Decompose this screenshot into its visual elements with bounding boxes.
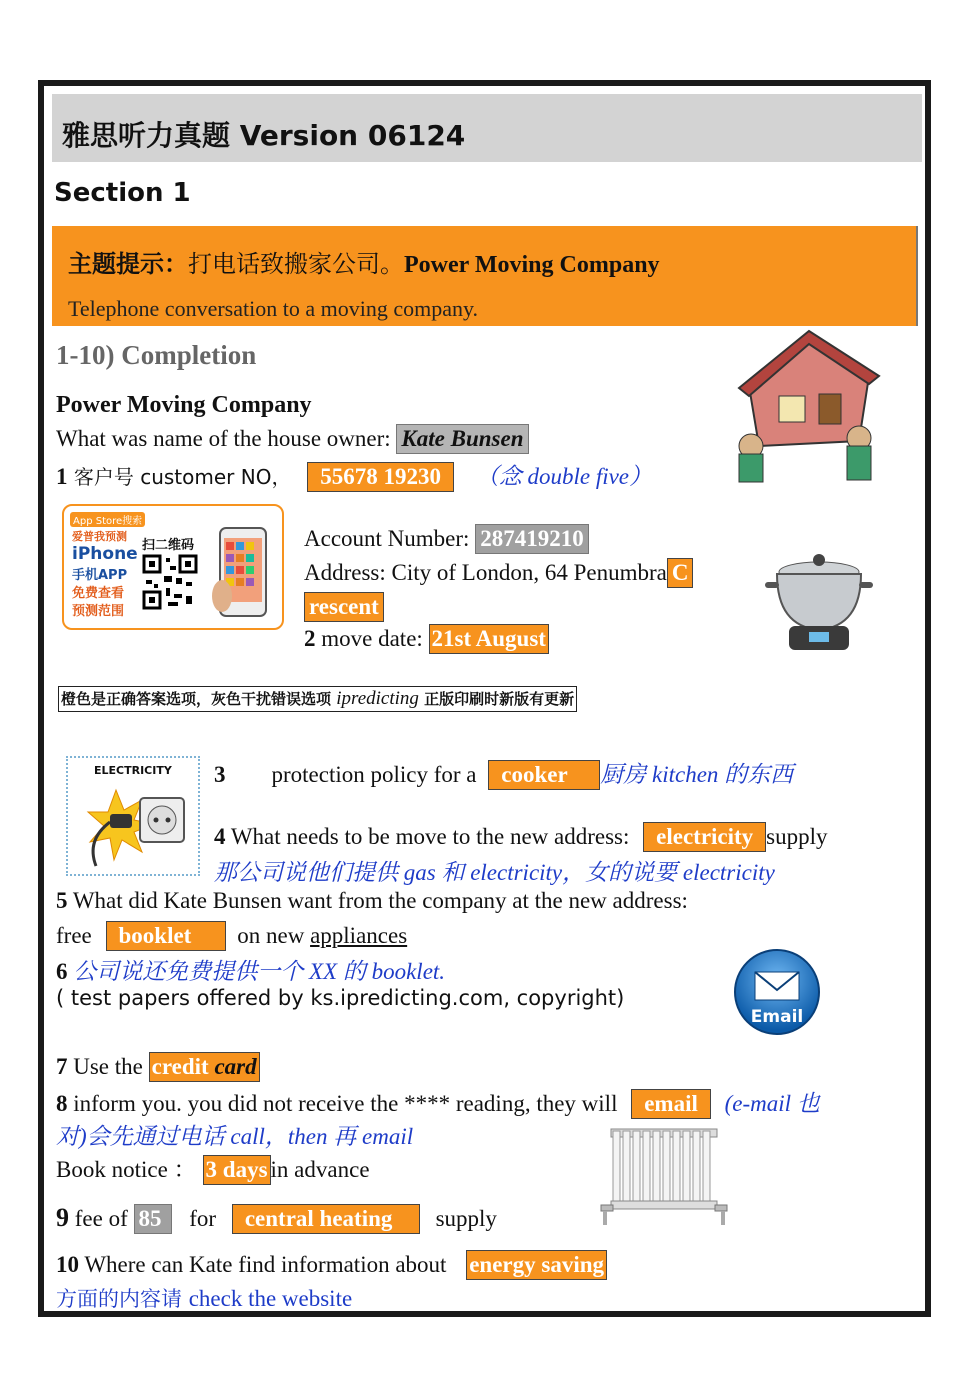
q2-label: move date: xyxy=(315,626,429,651)
topic-subtitle: Telephone conversation to a moving company. xyxy=(68,296,479,321)
q10-note-en: check the website xyxy=(188,1286,353,1311)
q7-text: Use the xyxy=(67,1054,149,1079)
topic-cn: 打电话致搬家公司。 xyxy=(188,250,404,278)
q4-row xyxy=(214,822,828,852)
q4-number: 4 xyxy=(214,824,226,849)
q2-answer: 21st August xyxy=(429,624,549,654)
q3-row xyxy=(214,756,793,790)
free-view-label: 免费查看 xyxy=(72,586,125,601)
account-label: Account Number: xyxy=(304,526,476,551)
account-value: 287419210 xyxy=(475,524,589,554)
q7-answer-part2: card xyxy=(214,1054,257,1079)
q5-free: free xyxy=(56,923,92,948)
q1-answer: 55678 19230 xyxy=(307,462,454,492)
q3-number: 3 xyxy=(214,762,226,787)
qr-code-icon xyxy=(142,554,198,610)
address-row xyxy=(304,558,693,588)
topic-banner xyxy=(52,226,918,326)
q8-note-1: (e-mail 也 xyxy=(724,1091,820,1116)
company-name: Power Moving Company xyxy=(56,392,312,418)
completion-heading: 1-10) Completion xyxy=(56,340,257,370)
email-icon xyxy=(729,946,825,1036)
q4-text: What needs to be move to the new address: xyxy=(225,824,630,849)
phone-icon xyxy=(212,526,276,622)
copyright-line: ( test papers offered by ks.ipredicting.com, copyright) xyxy=(56,986,625,1010)
q9-for: for xyxy=(189,1206,217,1231)
q5-answer-row xyxy=(56,921,407,951)
q9-number: 9 xyxy=(56,1203,69,1232)
legend-note-a: 橙色是正确答案选项，灰色干扰错误选项 xyxy=(61,690,337,708)
q7-answer xyxy=(149,1052,260,1082)
house-movers-illustration xyxy=(719,326,894,491)
q9-text: fee of xyxy=(69,1206,134,1231)
appstore-search-label: App Store搜索 xyxy=(70,512,145,527)
owner-question: What was name of the house owner: xyxy=(56,426,397,451)
radiator-illustration xyxy=(599,1121,729,1231)
q3-text: protection policy for a xyxy=(271,762,477,787)
q5-answer: booklet xyxy=(106,921,226,951)
q4-after: supply xyxy=(766,824,828,849)
q6-number: 6 xyxy=(56,959,68,984)
cooker-illustration xyxy=(759,548,879,658)
q10-note xyxy=(56,1283,352,1313)
email-icon-label: Email xyxy=(750,1007,804,1027)
q9-distractor: 85 xyxy=(134,1204,172,1234)
q7-row xyxy=(56,1052,260,1082)
q9-row xyxy=(56,1203,497,1234)
brand-label: 爱普我预测 xyxy=(72,530,127,543)
q10-answer: energy saving xyxy=(466,1250,607,1280)
q10-number: 10 xyxy=(56,1252,79,1277)
app-label: 手机APP xyxy=(72,568,128,583)
q8-number: 8 xyxy=(56,1091,68,1116)
q6-note: 公司说还免费提供一个 XX 的 booklet. xyxy=(67,959,446,984)
q8-text: inform you. you did not receive the **** reading, they will xyxy=(67,1091,618,1116)
iphone-label: iPhone xyxy=(72,544,138,564)
book-notice-after: in advance xyxy=(270,1157,370,1182)
q10-text: Where can Kate find information about xyxy=(79,1252,447,1277)
owner-row xyxy=(56,424,529,454)
legend-note-c: 正版印刷时新版有更新 xyxy=(418,690,575,708)
address-row-2 xyxy=(304,592,384,622)
q2-row xyxy=(304,624,549,654)
q2-number: 2 xyxy=(304,626,316,651)
app-promo-card[interactable] xyxy=(62,504,284,630)
book-notice-answer: 3 days xyxy=(203,1155,271,1185)
electricity-illustration xyxy=(66,756,200,876)
q9-after: supply xyxy=(435,1206,497,1231)
q5-row xyxy=(56,888,688,914)
book-notice-text: Book notice ： xyxy=(56,1157,197,1182)
address-label: Address: City of London, 64 Penumbra xyxy=(304,560,667,585)
page-title: 雅思听力真题 Version 06124 xyxy=(62,119,466,152)
q1-number: 1 xyxy=(56,464,68,489)
owner-answer: Kate Bunsen xyxy=(396,424,528,454)
section-title: Section 1 xyxy=(54,178,191,208)
account-row xyxy=(304,524,589,554)
q1-text: 客户号 customer NO， xyxy=(67,465,292,489)
page-frame xyxy=(38,80,931,1317)
q1-row xyxy=(56,458,652,492)
topic-en-title: Power Moving Company xyxy=(404,252,660,278)
book-notice-row xyxy=(56,1151,370,1185)
electricity-label: ELECTRICITY xyxy=(94,764,172,777)
q4-note: 那公司说他们提供 gas 和 electricity，女的说要 electricity xyxy=(214,860,775,885)
q8-row xyxy=(56,1085,820,1119)
scan-qr-label: 扫二维码 xyxy=(142,538,195,553)
q5-text: What did Kate Bunsen want from the company at the new address: xyxy=(67,888,688,913)
legend-note-brand: ipredicting xyxy=(336,688,419,709)
q6-row xyxy=(56,953,445,986)
q8-answer: email xyxy=(631,1089,711,1119)
address-answer-part2: rescent xyxy=(304,592,384,622)
q7-number: 7 xyxy=(56,1054,68,1079)
q10-note-cn: 方面的内容请 xyxy=(56,1287,189,1311)
q7-answer-part1: credit xyxy=(151,1054,215,1079)
q10-row xyxy=(56,1250,607,1280)
topic-heading xyxy=(68,244,660,279)
q3-note: 厨房 kitchen 的东西 xyxy=(600,762,794,787)
q1-note: （念 double five） xyxy=(475,464,653,489)
title-bar xyxy=(52,94,922,162)
q3-answer: cooker xyxy=(488,760,600,790)
prediction-range-label: 预测范围 xyxy=(72,604,125,619)
legend-note xyxy=(58,686,577,712)
q4-answer: electricity xyxy=(643,822,766,852)
topic-label: 主题提示： xyxy=(68,250,188,278)
q5-number: 5 xyxy=(56,888,68,913)
q9-answer: central heating xyxy=(232,1204,420,1234)
plug-socket-icon xyxy=(76,780,194,872)
q8-note-2: 对)会先通过电话 call，then 再 email xyxy=(56,1124,414,1149)
q5-appliances: appliances xyxy=(310,923,408,948)
address-answer-part1: C xyxy=(667,558,694,588)
q5-on-new: on new xyxy=(237,923,305,948)
